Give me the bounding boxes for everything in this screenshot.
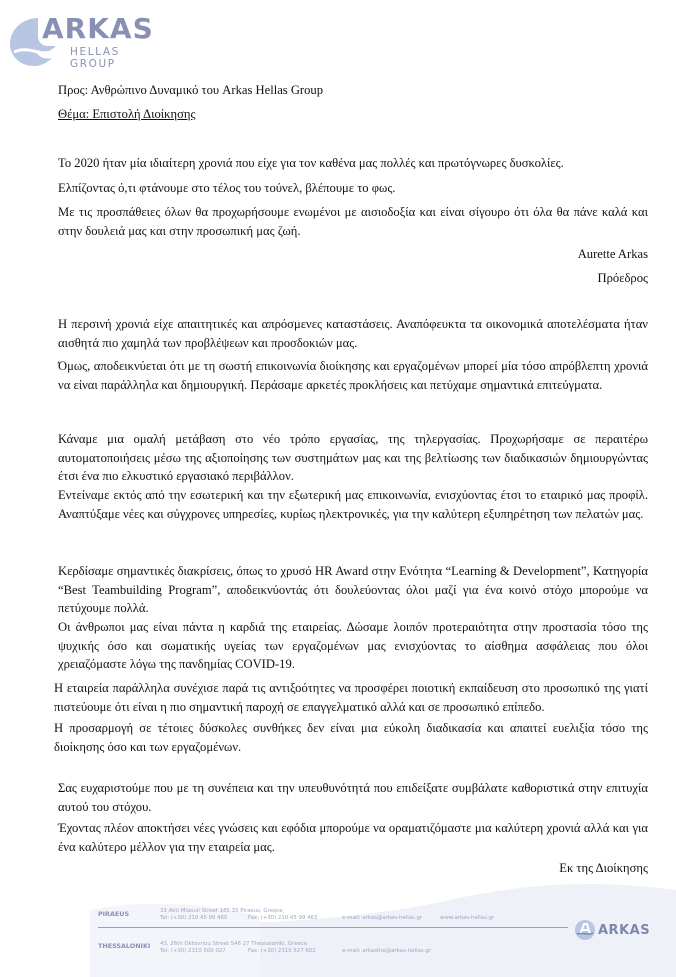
closing-signature: Εκ της Διοίκησης — [559, 861, 648, 875]
office-city-piraeus: PIRAEUS — [98, 910, 130, 918]
office-email: e-mail: arkasthe@arkas-hellas.gr — [342, 948, 432, 954]
signature-name: Aurette Arkas — [577, 247, 648, 261]
paragraph: Η περσινή χρονιά είχε απαιτητικές και απρόσμενες καταστάσεις. Αναπόφευκτα τα οικονομικά αποτελέσματα ήταν αισθητά πιο χαμηλά των προβλέψεων και προσδοκιών μας. — [58, 317, 648, 350]
paragraph: Εντείναμε εκτός από την εσωτερική και την εξωτερική μας επικοινωνία, ενισχύοντας έτσι το εταιρικό μας προφίλ. Αναπτύξαμε νέες και σύγχρονες υπηρεσίες, κυρίως ηλεκτρονικές, για την καλύτερη εξυπηρέτηση των πελατών μας. — [58, 488, 648, 521]
subject-line: Θέμα: Επιστολή Διοίκησης — [58, 107, 196, 121]
recipient-line: Προς: Ανθρώπινο Δυναμικό του Arkas Hellas Group — [58, 83, 324, 97]
paragraph: Ελπίζοντας ό,τι φτάνουμε στο τέλος του τούνελ, βλέπουμε το φως. — [58, 181, 396, 195]
paragraph: Όμως, αποδεικνύεται ότι με τη σωστή επικοινωνία διοίκησης και εργαζομένων μπορεί μία τόσο απρόβλεπτη χρονιά να είναι παράλληλα και δημιουργική. Περάσαμε αρκετές προκλήσεις και πετύχαμε σημαντικά επιτεύγματα. — [58, 359, 648, 392]
paragraph: Οι άνθρωποι μας είναι πάντα η καρδιά της εταιρείας. Δώσαμε λοιπόν προτεραιότητα στην προστασία τόσο της ψυχικής όσο και σωματικής υγείας των εργαζομένων μας ενισχύοντας το αίσθημα ασφάλειας που όλοι χρειαζόμαστε λόγω της πανδημίας COVID-19. — [58, 620, 648, 671]
paragraph: Το 2020 ήταν μία ιδιαίτερη χρονιά που είχε για τον καθένα μας πολλές και πρωτόγνωρες δυσκολίες. — [58, 156, 564, 170]
signature-title: Πρόεδρος — [597, 271, 648, 285]
office-fax: Fax: (+30) 210 45 99 463 — [248, 915, 318, 921]
paragraph: Σας ευχαριστούμε που με τη συνέπεια και την υπευθυνότητά που επιδείξατε συμβάλατε καθοριστικά στην επιτυχία αυτού του στόχου. — [58, 781, 648, 814]
arkas-a-wave-icon — [574, 919, 596, 941]
office-city-thessaloniki: THESSALONIKI — [98, 942, 151, 950]
paragraph: Με τις προσπάθειες όλων θα προχωρήσουμε ενωμένοι με αισιοδοξία και είναι σίγουρο ότι όλα θα πάνε καλά και στην δουλειά μας και στην προσωπική μας ζωή. — [58, 205, 648, 238]
footer-logo-wordmark: ARKAS — [598, 923, 651, 938]
office-tel: Tel: (+30) 2310 500 027 — [160, 948, 226, 954]
logo-subtitle: HELLAS GROUP — [70, 46, 120, 70]
logo-wordmark: ARKAS — [42, 12, 154, 45]
office-fax: Fax: (+30) 2310 527 602 — [248, 948, 316, 954]
paragraph: Κάναμε μια ομαλή μετάβαση στο νέο τρόπο εργασίας, της τηλεργασίας. Προχωρήσαμε σε περαιτέρω αυτοματοποιήσεις μέσω της αξιοποίησης των συστημάτων μας και της βελτίωσης των διαδικασιών δημιουργώντας έτσι ένα πιο ελκυστικό εργασιακό περιβάλλον. — [58, 432, 648, 483]
paragraph: Κερδίσαμε σημαντικές διακρίσεις, όπως το χρυσό HR Award στην Ενότητα “Learning & Development”, Κατηγορία “Best Teambuilding Program”, αποδεικνύοντάς ότι δουλεύοντας όλοι μαζί για ένα κοινό στόχο μπορούμε να πετύχουμε πολλά. — [58, 564, 648, 615]
office-tel: Tel: (+30) 210 45 99 460 — [160, 915, 228, 921]
office-address: 43, 26th Oktovriou Street 546 27 Thessaloniki, Greece — [160, 941, 308, 947]
footer-divider — [98, 927, 568, 928]
office-website: www.arkas-hellas.gr — [440, 915, 495, 921]
arkas-hellas-logo — [8, 8, 158, 70]
paragraph: Η προσαρμογή σε τέτοιες δύσκολες συνθήκες δεν είναι μια εύκολη διαδικασία και απαιτεί ευελιξία τόσο της διοίκησης όσο και των εργαζομένων. — [54, 721, 648, 754]
office-address: 33 Akti Miaouli Street 185 35 Piraeus, Greece — [160, 908, 283, 914]
letterhead-footer — [0, 880, 676, 977]
office-email: e-mail: arkas@arkas-hellas.gr — [342, 915, 423, 921]
paragraph: Έχοντας πλέον αποκτήσει νέες γνώσεις και εφόδια μπορούμε να οραματιζόμαστε μια καλύτερη χρονιά αλλά και για ένα καλύτερο μέλλον για την εταιρεία μας. — [58, 821, 648, 854]
paragraph: Η εταιρεία παράλληλα συνέχισε παρά τις αντιξοότητες να προσφέρει ποιοτική εκπαίδευση στο προσωπικό της γιατί πιστεύουμε ότι είναι η πιο σημαντική παροχή σε επαγγελματικό αλλά και σε προσωπικό επίπεδο. — [54, 681, 648, 714]
